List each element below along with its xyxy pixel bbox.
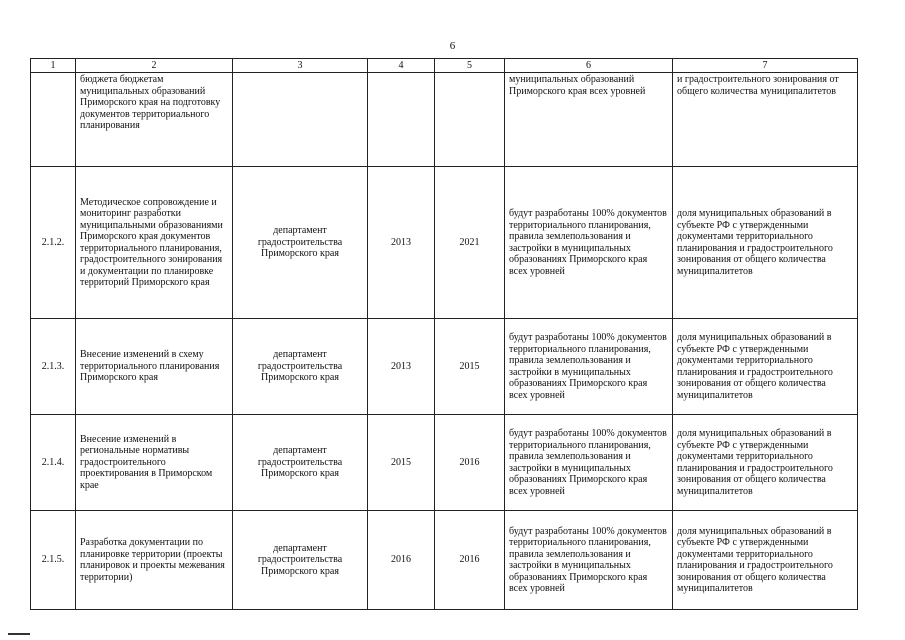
cell-activity-name: Внесение изменений в схему территориального планирования Приморского края: [76, 319, 233, 415]
page-number: 6: [449, 40, 456, 52]
cell-num: [31, 73, 76, 167]
table-row: [31, 167, 858, 319]
program-activities-table: [30, 58, 858, 610]
column-header: 2: [76, 59, 233, 73]
cell-indicator: доля муниципальных образований в субъекте РФ с утвержденными документами территориального планирования и градостроительного зонирования от общего количества муниципалитетов: [673, 415, 858, 511]
cell-indicator: доля муниципальных образований в субъекте РФ с утвержденными документами территориального планирования и градостроительного зонирования от общего количества муниципалитетов: [673, 319, 858, 415]
cell-activity-name: бюджета бюджетам муниципальных образований Приморского края на подготовку документов территориального планирования: [76, 73, 233, 167]
cell-executor: департамент градостроительства Приморского края: [233, 511, 368, 610]
cell-end-year: 2016: [435, 415, 505, 511]
cell-expected-result: будут разработаны 100% документов территориального планирования, правила землепользования и застройки в муниципальных образованиях Приморского края всех уровней: [505, 167, 673, 319]
cell-indicator: доля муниципальных образований в субъекте РФ с утвержденными документами территориального планирования и градостроительного зонирования от общего количества муниципалитетов: [673, 167, 858, 319]
cell-start-year: 2015: [368, 415, 435, 511]
cell-end-year: 2015: [435, 319, 505, 415]
cell-num: 2.1.2.: [31, 167, 76, 319]
column-header: 6: [505, 59, 673, 73]
footer-mark: [8, 633, 30, 635]
table-row: [31, 415, 858, 511]
cell-end-year: 2021: [435, 167, 505, 319]
cell-start-year: 2013: [368, 319, 435, 415]
cell-indicator: и градостроительного зонирования от общего количества муниципалитетов: [673, 73, 858, 167]
cell-executor: департамент градостроительства Приморского края: [233, 167, 368, 319]
table-row: [31, 319, 858, 415]
cell-num: 2.1.5.: [31, 511, 76, 610]
cell-executor: департамент градостроительства Приморского края: [233, 415, 368, 511]
cell-num: 2.1.4.: [31, 415, 76, 511]
cell-activity-name: Внесение изменений в региональные нормативы градостроительного проектирования в Приморском крае: [76, 415, 233, 511]
cell-start-year: 2016: [368, 511, 435, 610]
column-header: 5: [435, 59, 505, 73]
cell-indicator: доля муниципальных образований в субъекте РФ с утвержденными документами территориального планирования и градостроительного зонирования от общего количества муниципалитетов: [673, 511, 858, 610]
column-header: 1: [31, 59, 76, 73]
cell-expected-result: будут разработаны 100% документов территориального планирования, правила землепользования и застройки в муниципальных образованиях Приморского края всех уровней: [505, 319, 673, 415]
cell-expected-result: будут разработаны 100% документов территориального планирования, правила землепользования и застройки в муниципальных образованиях Приморского края всех уровней: [505, 415, 673, 511]
cell-executor: [233, 73, 368, 167]
column-header: 7: [673, 59, 858, 73]
cell-activity-name: Разработка документации по планировке территории (проекты планировок и проекты межевания территории): [76, 511, 233, 610]
table-row: [31, 511, 858, 610]
table-header-row: [31, 59, 858, 73]
cell-activity-name: Методическое сопровождение и мониторинг разработки муниципальными образованиями Приморского края документов территориального планирования, градостроительного зонирования и документации по планировке территорий Приморского края: [76, 167, 233, 319]
cell-executor: департамент градостроительства Приморского края: [233, 319, 368, 415]
cell-start-year: 2013: [368, 167, 435, 319]
cell-end-year: [435, 73, 505, 167]
cell-num: 2.1.3.: [31, 319, 76, 415]
cell-start-year: [368, 73, 435, 167]
cell-expected-result: будут разработаны 100% документов территориального планирования, правила землепользования и застройки в муниципальных образованиях Приморского края всех уровней: [505, 511, 673, 610]
column-header: 4: [368, 59, 435, 73]
table-row-continuation: [31, 73, 858, 167]
column-header: 3: [233, 59, 368, 73]
cell-expected-result: муниципальных образований Приморского края всех уровней: [505, 73, 673, 167]
cell-end-year: 2016: [435, 511, 505, 610]
